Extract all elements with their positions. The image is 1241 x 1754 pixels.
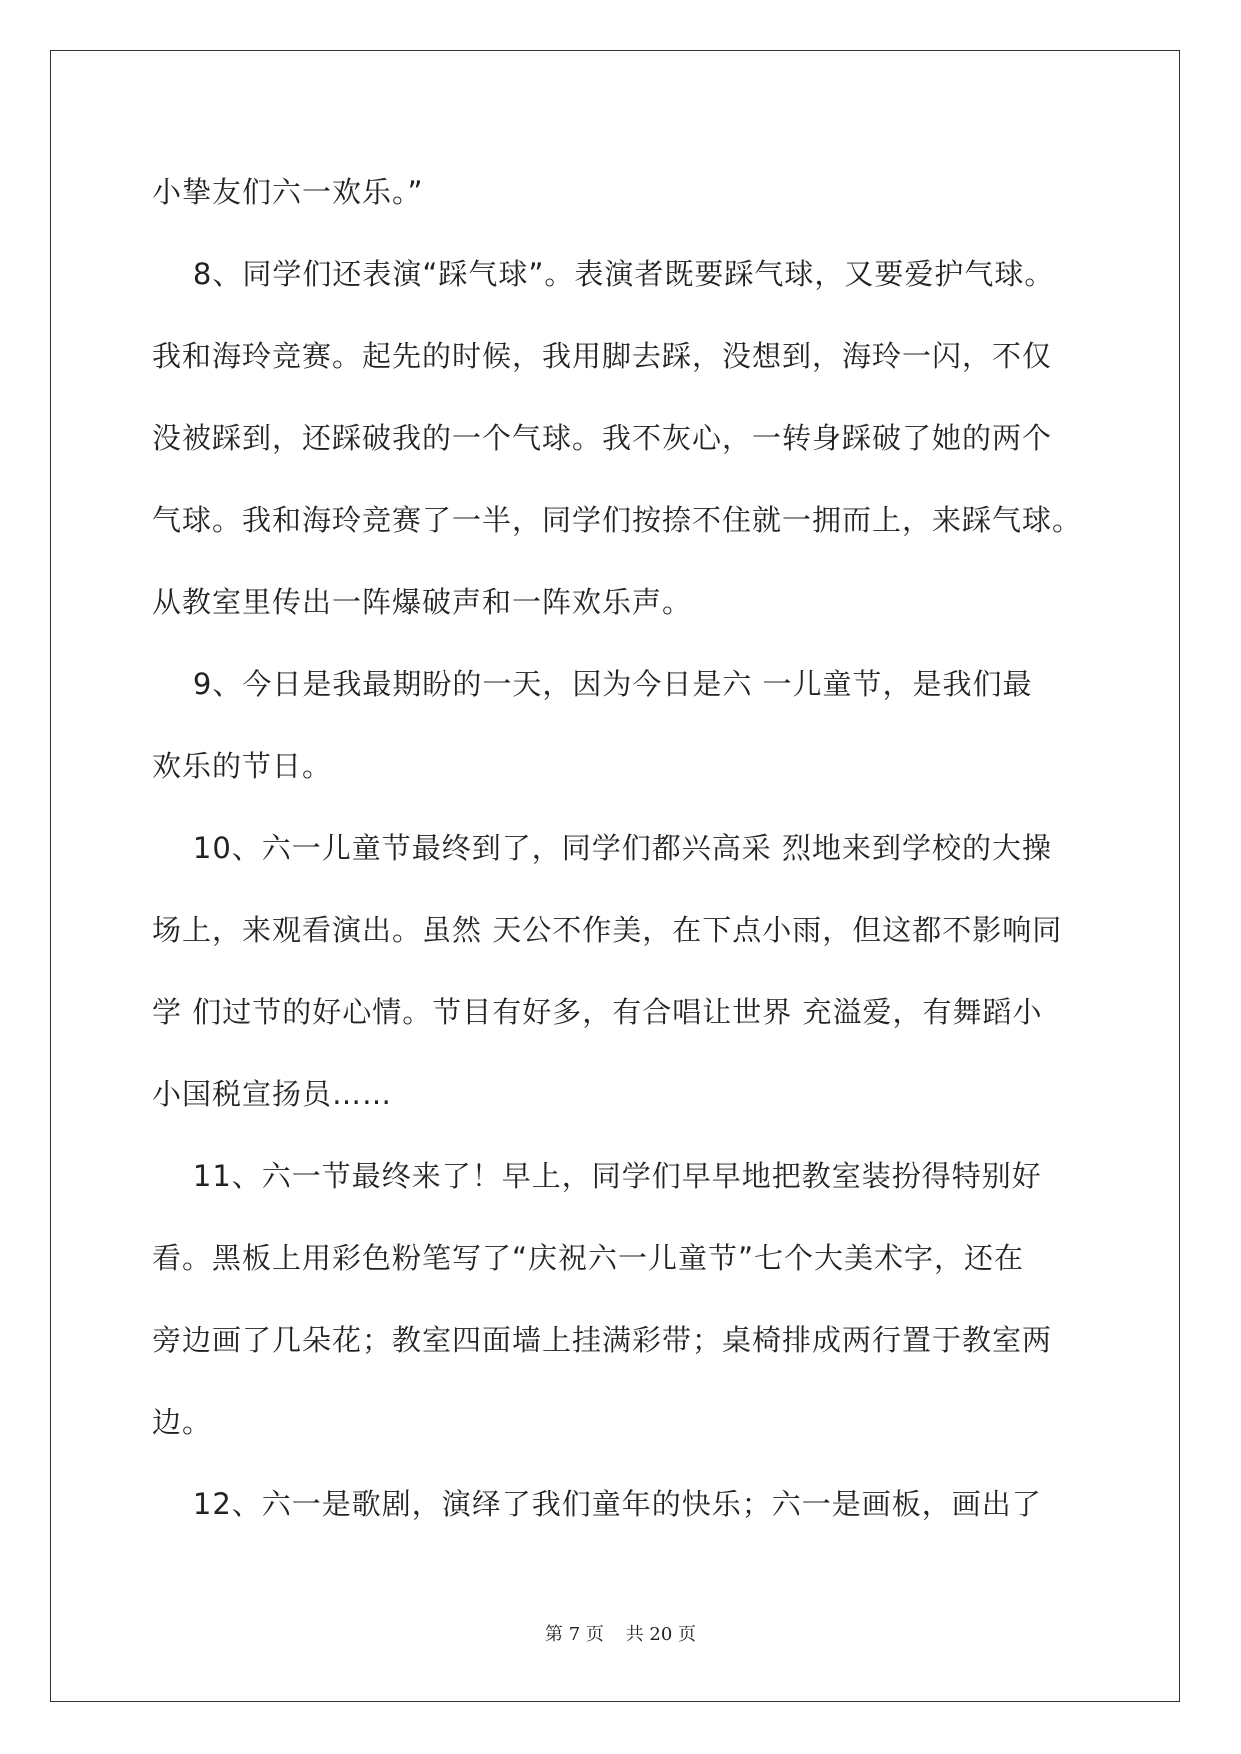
text-line: 10、六一儿童节最终到了，同学们都兴高采 烈地来到学校的大操 bbox=[152, 831, 1052, 865]
text-line: 学 们过节的好心情。节目有好多，有合唱让世界 充溢爱，有舞蹈小 bbox=[152, 995, 1043, 1029]
text-line: 旁边画了几朵花；教室四面墙上挂满彩带；桌椅排成两行置于教室两 bbox=[152, 1323, 1053, 1357]
text-line: 8、同学们还表演“踩气球”。表演者既要踩气球，又要爱护气球。 bbox=[152, 257, 1055, 291]
text-line: 小国税宣扬员…… bbox=[152, 1077, 393, 1111]
page-number: 第 7 页 bbox=[545, 1624, 604, 1645]
text-line: 12、六一是歌剧，演绎了我们童年的快乐；六一是画板，画出了 bbox=[152, 1487, 1042, 1521]
page-footer bbox=[0, 1620, 1241, 1646]
text-line: 我和海玲竞赛。起先的时候，我用脚去踩，没想到，海玲一闪，不仅 bbox=[152, 339, 1053, 373]
text-line: 欢乐的节日。 bbox=[152, 749, 333, 783]
text-line: 场上，来观看演出。虽然 天公不作美，在下点小雨，但这都不影响同 bbox=[152, 913, 1063, 947]
text-line: 没被踩到，还踩破我的一个气球。我不灰心，一转身踩破了她的两个 bbox=[152, 421, 1053, 455]
text-line: 11、六一节最终来了！早上，同学们早早地把教室装扮得特别好 bbox=[152, 1159, 1042, 1193]
text-line: 边。 bbox=[152, 1405, 213, 1439]
text-line: 气球。我和海玲竞赛了一半，同学们按捺不住就一拥而上，来踩气球。 bbox=[152, 503, 1083, 537]
page-total: 共 20 页 bbox=[625, 1624, 696, 1645]
text-line: 小挚友们六一欢乐。” bbox=[152, 175, 424, 209]
text-line: 从教室里传出一阵爆破声和一阵欢乐声。 bbox=[152, 585, 693, 619]
text-line: 9、今日是我最期盼的一天，因为今日是六 一儿童节，是我们最 bbox=[152, 667, 1033, 701]
text-line: 看。黑板上用彩色粉笔写了“庆祝六一儿童节”七个大美术字，还在 bbox=[152, 1241, 1025, 1275]
page-border bbox=[50, 50, 1180, 1702]
